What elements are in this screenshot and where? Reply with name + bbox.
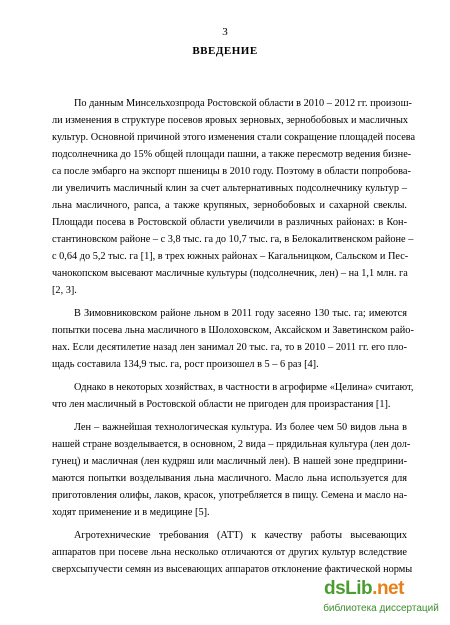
text-line: щадь составила 134,9 тыс. га, рост произошел в 5 – 6 раз [4]. <box>52 359 319 370</box>
text-line: ли изменения в структуре посевов яровых зерновых, зернобобовых и масличных <box>52 115 409 126</box>
text-line: аппаратов при посеве льна несколько отличаются от других культур вследствие <box>52 547 407 558</box>
watermark-brand <box>324 578 404 600</box>
text-line: стантиновском районе – с 3,8 тыс. га до 10,7 тыс. га, в Белокалитвенском районе – <box>52 234 414 245</box>
text-line: приготовления олифы, лаков, красок, употребляется в пищу. Семена и масло на- <box>52 490 407 501</box>
text-line: Агротехнические требования (АТТ) к качеству работы высевающих <box>74 530 407 541</box>
page-number: 3 <box>222 26 228 38</box>
paragraph <box>52 379 414 413</box>
text-line: льна масличного, рапса, а также крупяных, зернобобовых и сахарной свеклы. <box>52 200 407 211</box>
text-line: гунец) и масличная (лен кудряш или масличный лен). В нашей зоне предприни- <box>52 456 407 467</box>
text-line: с 0,64 до 5,2 тыс. га [1], в трех южных районах – Кагальницком, Сальском и Пес- <box>52 251 409 262</box>
paragraph <box>52 527 413 578</box>
watermark-subtitle: библиотека диссертаций <box>323 603 439 614</box>
text-line: подсолнечника до 15% общей площади пашни, а также пересмотр ведения бизне- <box>52 149 412 160</box>
text-line: маются попытки возделывания льна масличного. Масло льна используется для <box>52 473 407 484</box>
text-line: культур. Основной причиной этого изменения стали сокращение площадей посева <box>52 132 416 143</box>
paragraph <box>52 95 416 299</box>
text-line: са после эмбарго на экспорт пшеницы в 2010 году. Поэтому в области попробова- <box>52 166 411 177</box>
watermark-brand-domain: .net <box>372 578 404 599</box>
text-line: сверхсыпучести семян из высевающих аппаратов отклонение фактической нормы <box>52 564 413 575</box>
section-heading: ВВЕДЕНИЕ <box>192 45 258 57</box>
paragraph <box>52 305 414 373</box>
text-line: В Зимовниковском районе льном в 2011 году засеяно 130 тыс. га; имеются <box>74 308 407 319</box>
text-line: ходят применение и в медицине [5]. <box>52 507 210 518</box>
text-line: По данным Минсельхозпрода Ростовской области в 2010 – 2012 гг. произош- <box>74 98 412 109</box>
text-line: Однако в некоторых хозяйствах, в частности в агрофирме «Целина» считают, <box>74 382 414 393</box>
text-line: нах. Если десятилетие назад лен занимал 20 тыс. га, то в 2010 – 2011 гг. его пло- <box>52 342 407 353</box>
text-line: Лен – важнейшая технологическая культура. Из более чем 50 видов льна в <box>74 422 407 433</box>
text-line: попытки посева льна масличного в Шолоховском, Аксайском и Заветинском райо- <box>52 325 414 336</box>
body-text <box>52 95 416 584</box>
text-line: что лен масличный в Ростовской области не пригоден для произрастания [1]. <box>52 399 391 410</box>
text-line: чанокопском высевают масличные культуры (подсолнечник, лен) – на 1,1 млн. га <box>52 268 408 279</box>
text-line: [2, 3]. <box>52 285 77 296</box>
paragraph <box>52 419 411 521</box>
text-line: ли увеличить масличный клин за счет альтернативных подсолнечнику культур – <box>52 183 407 194</box>
text-line: Площади посева в Ростовской области увеличили в различных районах: в Кон- <box>52 217 407 228</box>
text-line: нашей стране возделывается, в основном, 2 вида – прядильная культура (лен дол- <box>52 439 411 450</box>
watermark-logo[interactable] <box>318 578 444 620</box>
watermark-brand-name: dsLib <box>324 578 373 599</box>
